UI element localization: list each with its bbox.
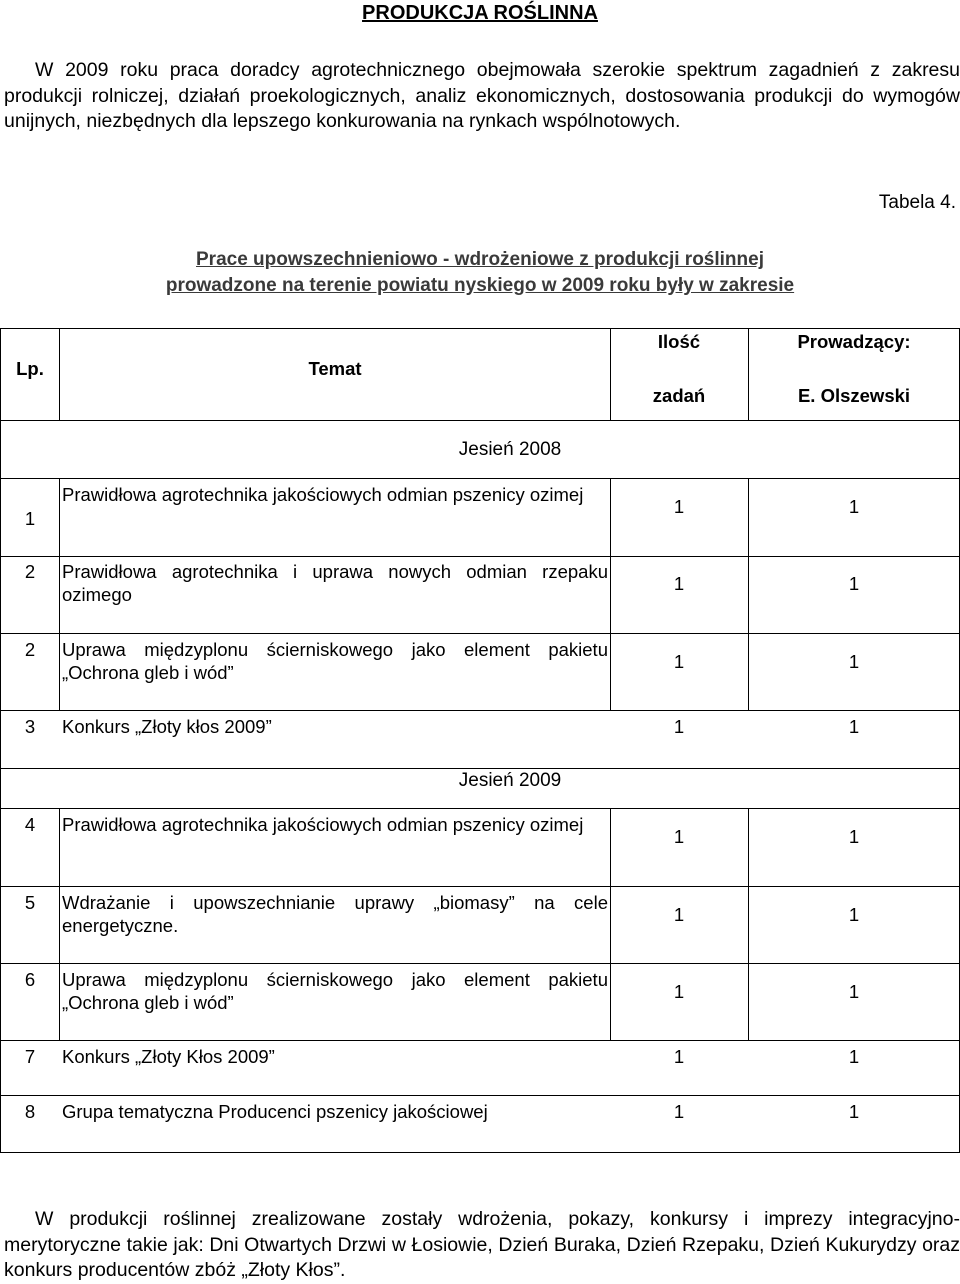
table-caption-line-1: Prace upowszechnieniowo - wdrożeniowe z produkcji roślinnej: [196, 249, 764, 270]
table-row-ilosc: 1: [673, 651, 685, 672]
closing-paragraph: W produkcji roślinnej zrealizowane zostały wdrożenia, pokazy, konkursy i imprezy integracyjno-merytoryczne takie jak: Dni Otwartych Drzwi w Łosiowie, Dzień Buraka, Dzień Rzepaku, Dzień Kukurydzy oraz konkurs producentów zbóż „Złoty Kłos”.: [4, 1208, 960, 1281]
table-row-prowadzacy: 1: [848, 1101, 860, 1122]
header-prowadzacy-line-2: E. Olszewski: [797, 385, 911, 406]
page-title: PRODUKCJA ROŚLINNA: [362, 2, 598, 24]
table-row-prowadzacy: 1: [848, 904, 860, 925]
table-row-prowadzacy: 1: [848, 1046, 860, 1067]
table-caption-line-2: prowadzone na terenie powiatu nyskiego w 2009 roku były w zakresie: [165, 275, 795, 296]
header-lp: Lp.: [16, 358, 44, 379]
table-row-temat: Prawidłowa agrotechnika jakościowych odmian pszenicy ozimej: [62, 814, 584, 835]
table-row-temat: Uprawa międzyplonu ścierniskowego jako element pakietu „Ochrona gleb i wód”: [62, 969, 608, 1013]
table-row-temat: Prawidłowa agrotechnika i uprawa nowych odmian rzepaku ozimego: [62, 561, 608, 605]
table-row-ilosc: 1: [673, 826, 685, 847]
table-row-ilosc: 1: [673, 904, 685, 925]
table-row-lp: 3: [24, 716, 36, 737]
table-row-lp: 8: [24, 1101, 36, 1122]
section-label-2008: Jesień 2008: [458, 439, 562, 460]
table-row-lp: 6: [24, 969, 36, 990]
section-label-2009: Jesień 2009: [458, 770, 562, 791]
table-row-ilosc: 1: [673, 1046, 685, 1067]
table-row-prowadzacy: 1: [848, 496, 860, 517]
table-row-temat: Grupa tematyczna Producenci pszenicy jakościowej: [62, 1101, 488, 1122]
table-row-temat: Uprawa międzyplonu ścierniskowego jako element pakietu „Ochrona gleb i wód”: [62, 639, 608, 683]
header-prowadzacy-line-1: Prowadzący:: [797, 331, 911, 352]
table-row-temat: Prawidłowa agrotechnika jakościowych odmian pszenicy ozimej: [62, 484, 584, 505]
table-row-temat: Konkurs „Złoty Kłos 2009”: [62, 1046, 275, 1067]
table-row-lp: 1: [24, 508, 36, 529]
header-temat: Temat: [308, 358, 362, 379]
table-row-lp: 4: [24, 814, 36, 835]
table-row-ilosc: 1: [673, 496, 685, 517]
table-row-temat: Konkurs „Złoty kłos 2009”: [62, 716, 272, 737]
table-row-ilosc: 1: [673, 1101, 685, 1122]
header-ilosc-line-2: zadań: [652, 385, 706, 406]
intro-paragraph: W 2009 roku praca doradcy agrotechnicznego obejmowała szerokie spektrum zagadnień z zakresu produkcji rolniczej, działań proekologicznych, analiz ekonomicznych, dostosowania produkcji do wymogów unijnych, niezbędnych dla lepszego konkurowania na rynkach wspólnotowych.: [4, 59, 960, 132]
table-row-ilosc: 1: [673, 716, 685, 737]
table-row-prowadzacy: 1: [848, 651, 860, 672]
table-row-ilosc: 1: [673, 981, 685, 1002]
table-row-lp: 2: [24, 561, 36, 582]
table-row-prowadzacy: 1: [848, 826, 860, 847]
table-row-temat: Wdrażanie i upowszechnianie uprawy „biomasy” na cele energetyczne.: [62, 892, 608, 936]
table-caption: [0, 247, 960, 299]
table-row-lp: 7: [24, 1046, 36, 1067]
table-row-prowadzacy: 1: [848, 981, 860, 1002]
table-number-label: Tabela 4.: [878, 192, 956, 213]
table-row-lp: 5: [24, 892, 36, 913]
table-row-ilosc: 1: [673, 573, 685, 594]
table-row-prowadzacy: 1: [848, 573, 860, 594]
table-row-prowadzacy: 1: [848, 716, 860, 737]
header-ilosc-line-1: Ilość: [657, 331, 701, 352]
table-row-lp: 2: [24, 639, 36, 660]
